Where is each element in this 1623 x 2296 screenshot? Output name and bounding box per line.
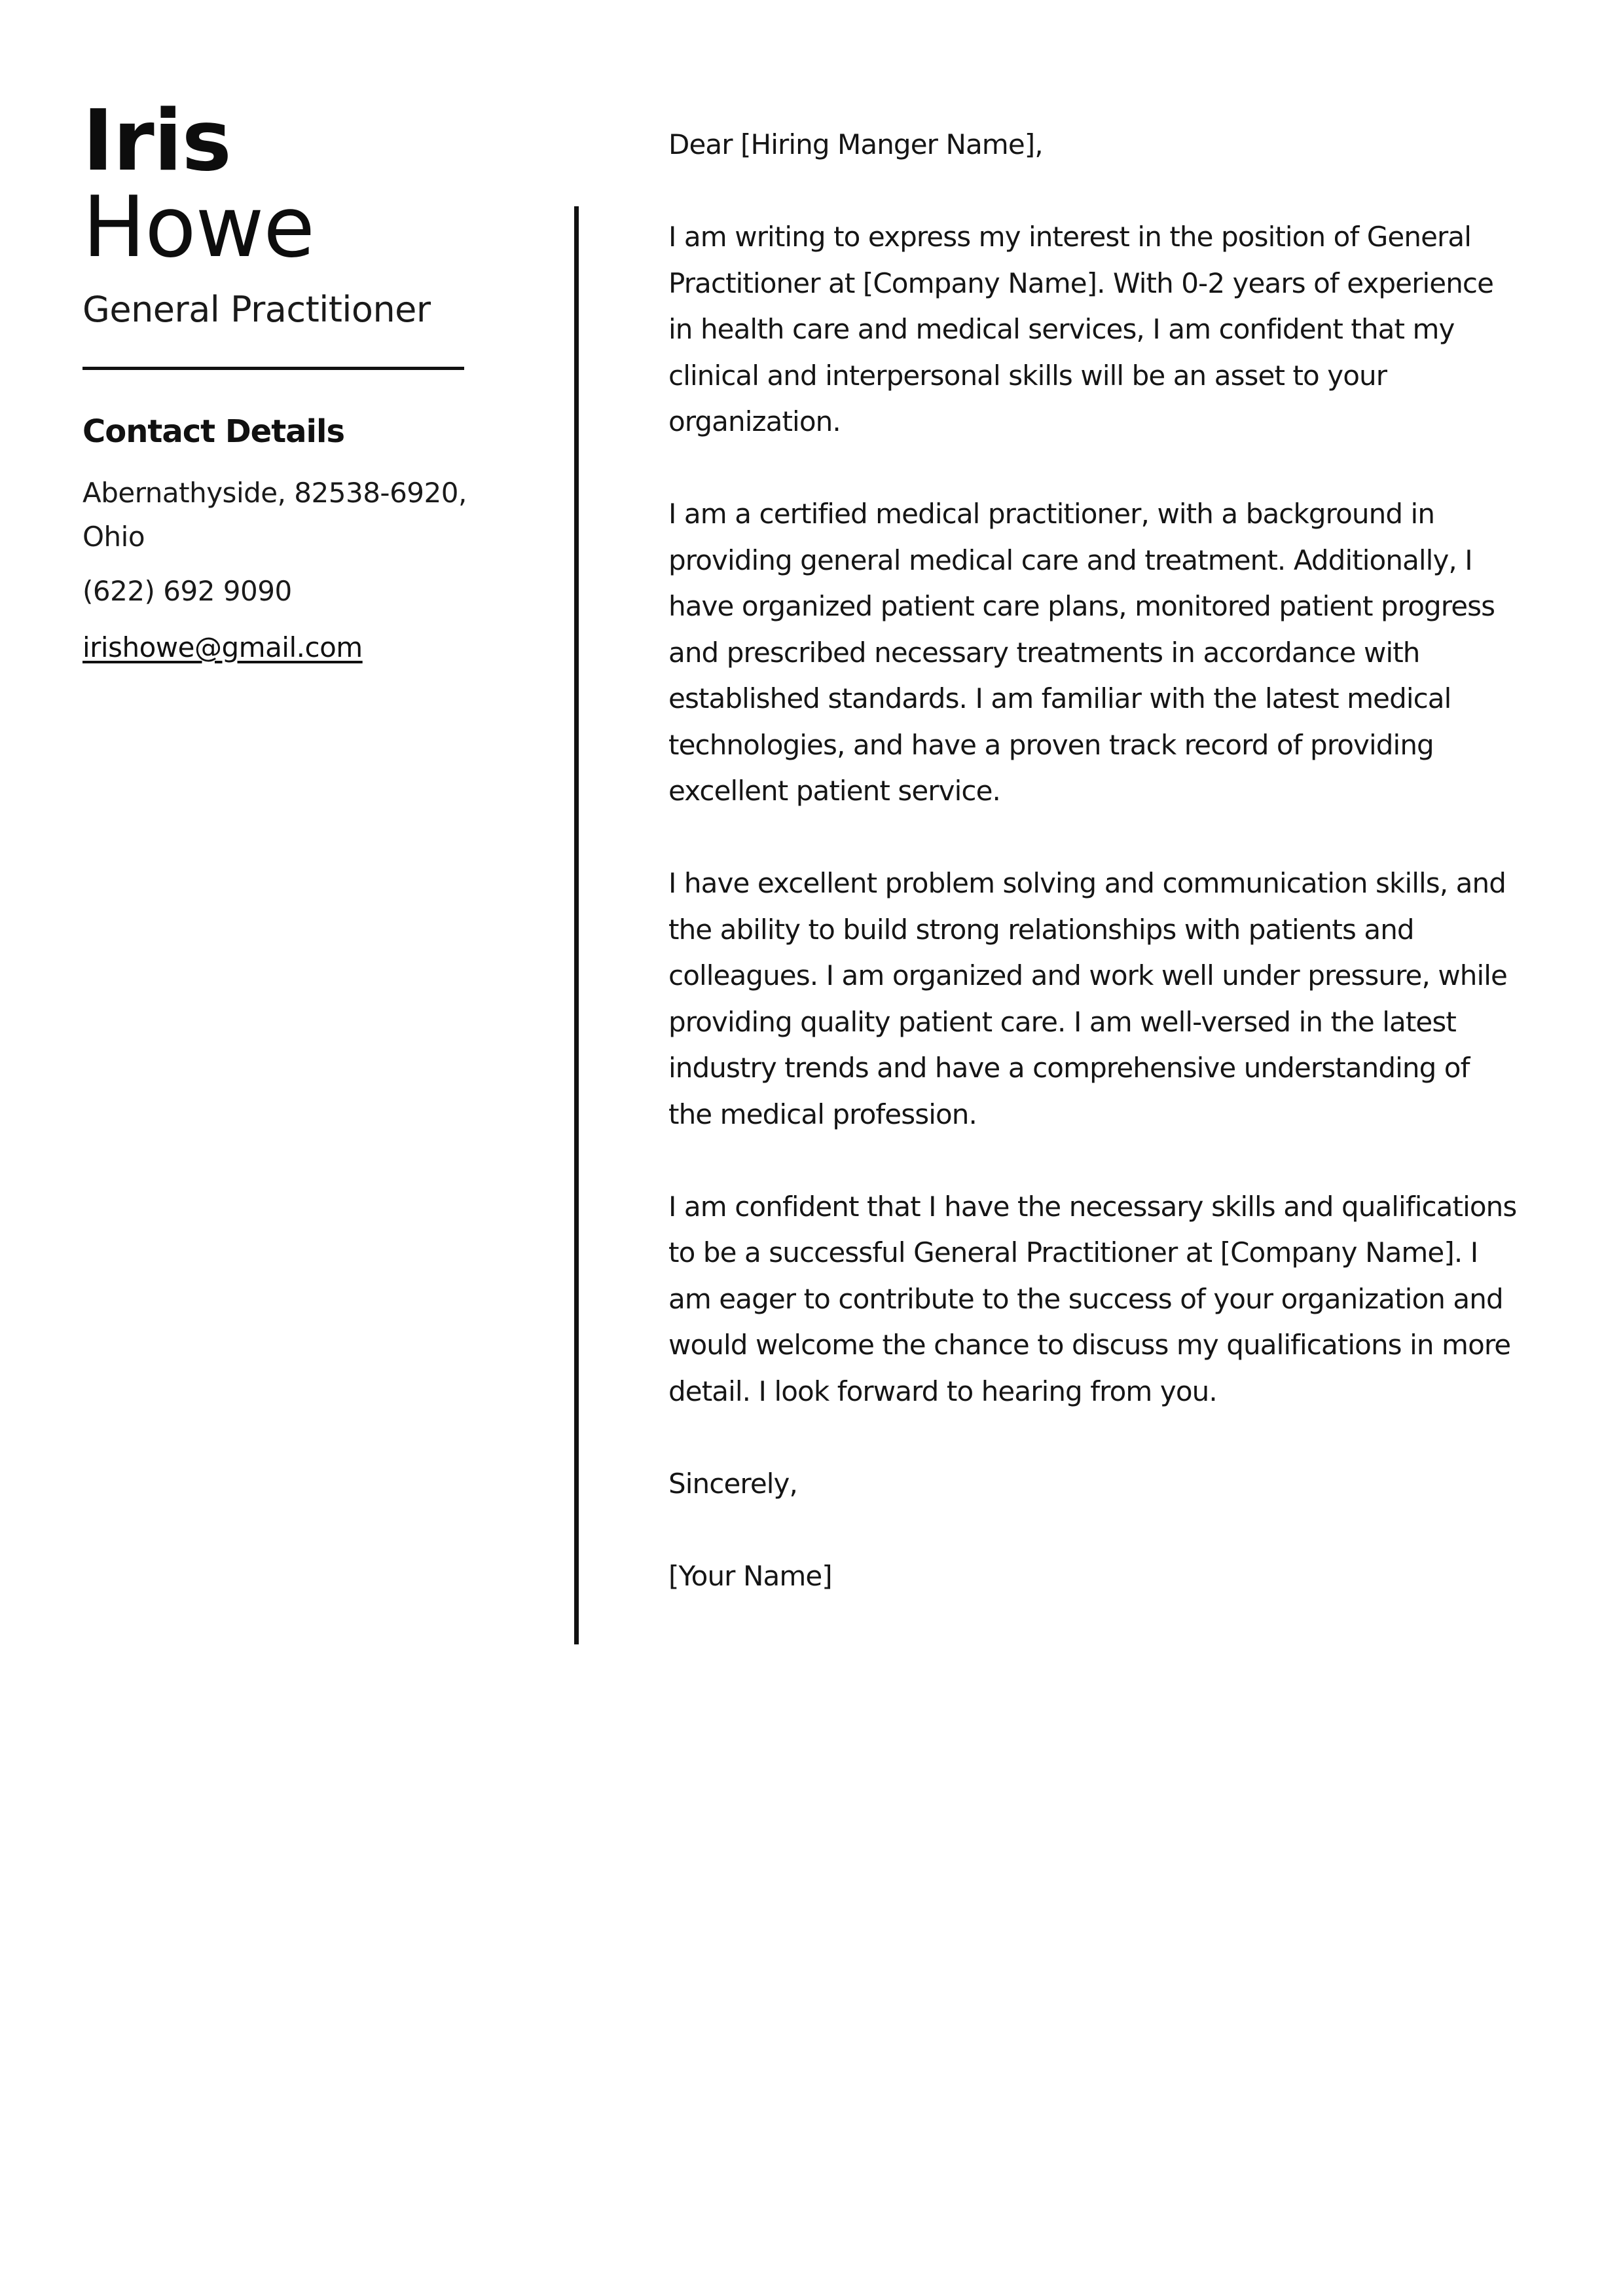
signature: [Your Name] (668, 1559, 832, 1592)
column-divider (574, 206, 579, 1644)
first-name: Iris (82, 92, 231, 190)
contact-phone: (622) 692 9090 (82, 575, 292, 607)
contact-heading: Contact Details (82, 413, 345, 450)
letter-body (668, 122, 1520, 1599)
job-title: General Practitioner (82, 289, 431, 330)
sidebar (82, 92, 475, 667)
letter-paragraph: I am a certified medical practitioner, with a background in providing general medical care and treatment. Additionally, I have organized patient care plans, monitored patient progress and prescribed necessary treatments in accordance with established standards. I am familiar with the latest medical technologies, and have a proven track record of providing excellent patient service. (668, 498, 1495, 807)
last-name: Howe (82, 179, 314, 276)
letter-paragraph: I have excellent problem solving and communication skills, and the ability to build strong relationships with patients and colleagues. I am organized and work well under pressure, while providing quality patient care. I am well-versed in the latest industry trends and have a comprehensive understanding of the medical profession. (668, 867, 1508, 1130)
letter-paragraph: I am writing to express my interest in the position of General Practitioner at [Company Name]. With 0-2 years of experience in health care and medical services, I am confident that my clinical and interpersonal skills will be an asset to your organization. (668, 221, 1494, 437)
contact-address: Abernathyside, 82538-6920, Ohio (82, 477, 467, 553)
salutation: Dear [Hiring Manger Name], (668, 128, 1043, 160)
contact-email-link[interactable]: irishowe@gmail.com (82, 631, 363, 663)
letter-paragraph: I am confident that I have the necessary skills and qualifications to be a successful General Practitioner at [Company Name]. I am eager to contribute to the success of your organization and would welcome the chance to discuss my qualifications in more detail. I look forward to hearing from you. (668, 1190, 1517, 1407)
closing: Sincerely, (668, 1467, 797, 1500)
header-divider (82, 367, 464, 370)
